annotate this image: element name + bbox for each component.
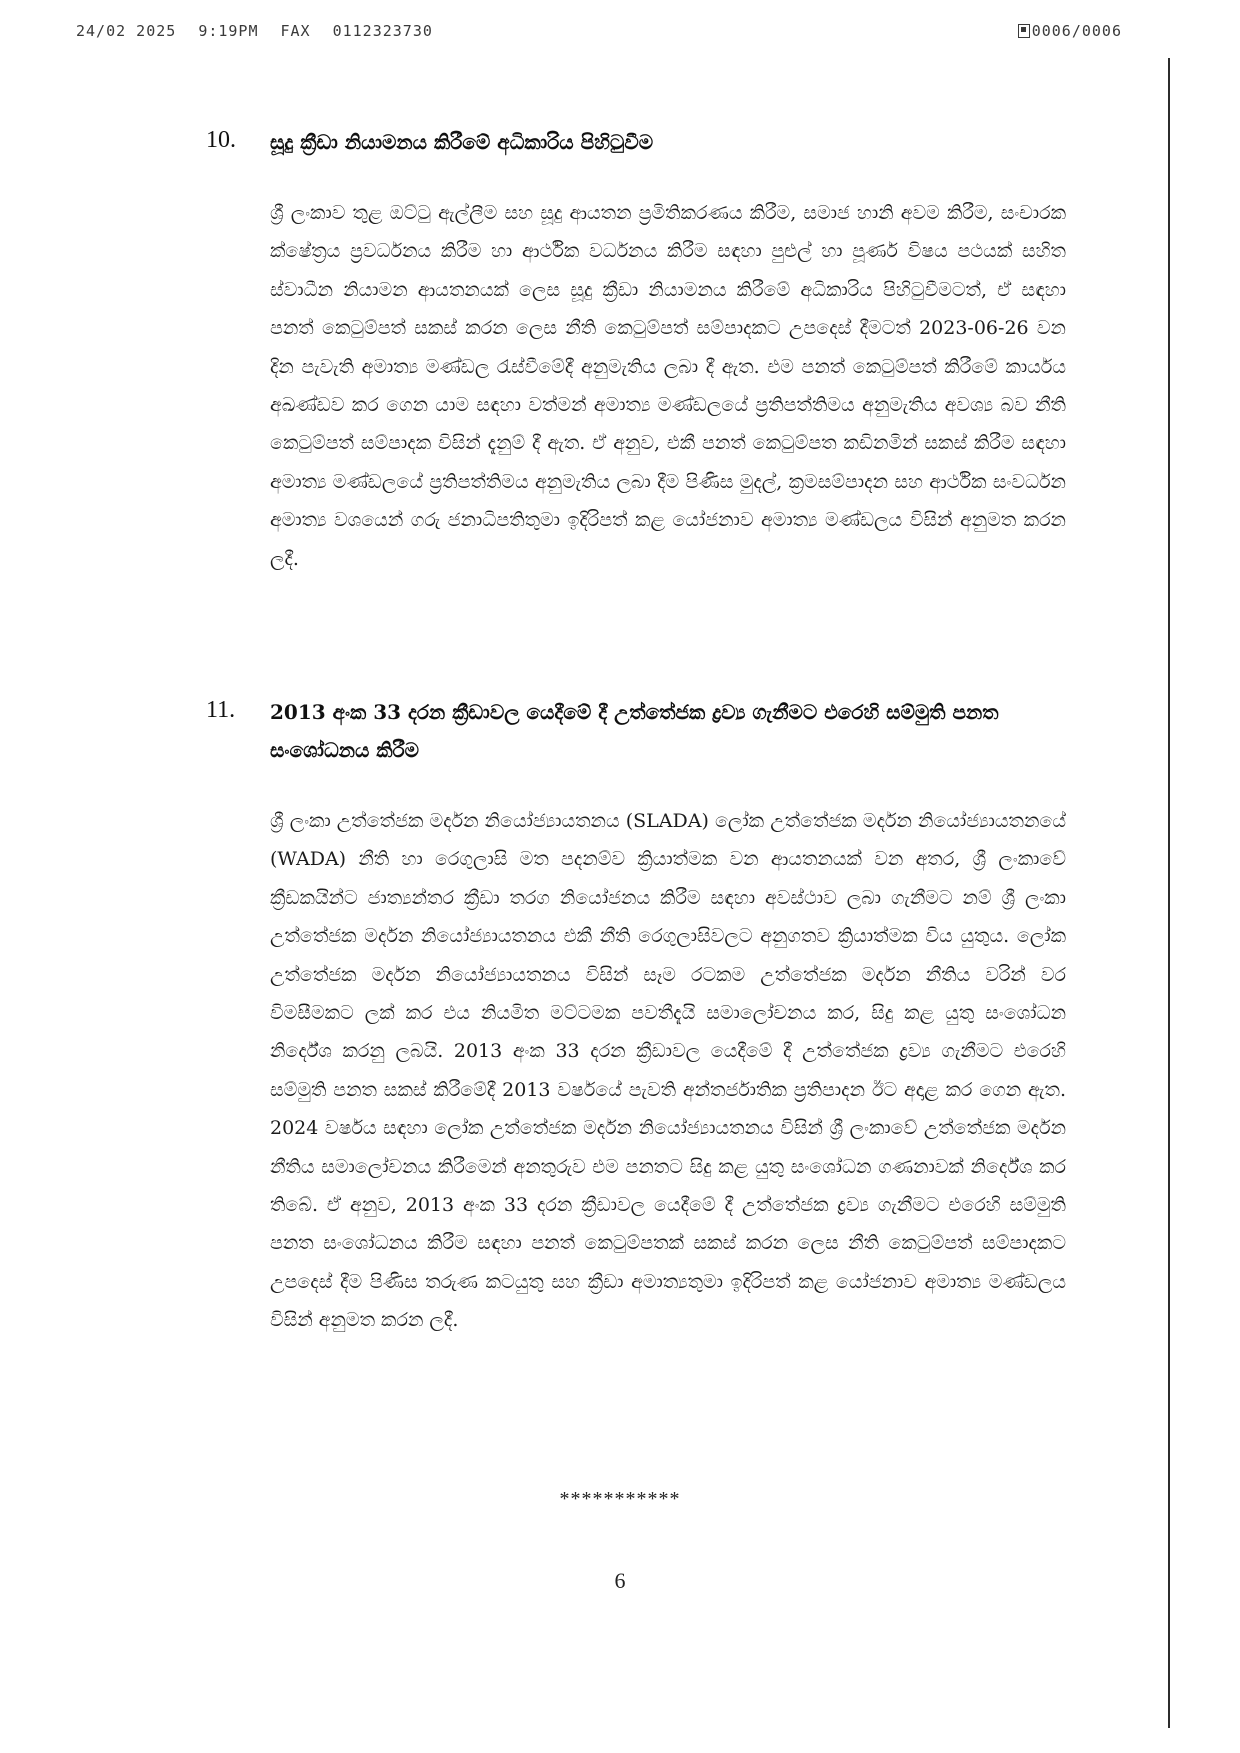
section-body: ශ්‍රී ලංකා උත්තේජක මර්දන නියෝජ්‍යායතනය (SLADA) ලෝක උත්තේජක මර්දන නියෝජ්‍යායතනයේ (WADA) නීති හා රෙගුලාසි මත පදනම්ව ක්‍රියාත්මක වන ආයතනයක් වන අතර, ශ්‍රී ලංකාවේ ක්‍රීඩකයින්ට ජාත්‍යන්තර ක්‍රීඩා තරග නියෝජනය කිරීම සඳහා අවස්ථාව ලබා ගැනීමට නම් ශ්‍රී ලංකා උත්තේජක මර්දන නියෝජ්‍යායතනය එකී නීති රෙගුලාසිවලට අනුගතව ක්‍රියාත්මක විය යුතුය. ලෝක උත්තේජක මර්දන නියෝජ්‍යායතනය විසින් සෑම රටකම උත්තේජක මර්දන නීතිය වරින් වර විමසීමකට ලක් කර එය නියමිත මට්ටමක පවතීදැයි සමාලෝචනය කර, සිදු කළ යුතු සංශෝධන නිර්දේශ කරනු ලබයි. 2013 අංක 33 දරන ක්‍රීඩාවල යෙදීමේ දී උත්තේජක ද්‍රව්‍ය ගැනීමට එරෙහි සම්මුති පනත සකස් කිරීමේදී 2013 වර්ෂයේ පැවති අන්තර්ජාතික ප්‍රතිපාදන ඊට අදාළ කර ගෙන ඇත. 2024 වර්ෂය සඳහා ලෝක උත්තේජක මර්දන නියෝජ්‍යායතනය විසින් ශ්‍රී ලංකාවේ උත්තේජක මර්දන නීතිය සමාලෝචනය කිරීමෙන් අනතුරුව එම පනතට සිදු කළ යුතු සංශෝධන ගණනාවක් නිර්දේශ කර තිබේ. ඒ අනුව, 2013 අංක 33 දරන ක්‍රීඩාවල යෙදීමේ දී උත්තේජක ද්‍රව්‍ය ගැනීමට එරෙහි සම්මුති පනත සංශෝධනය කිරීම සඳහා පනත් කෙටුම්පතක් සකස් කරන ලෙස නීති කෙටුම්පත් සම්පාදකට උපදෙස් දීම පිණිස තරුණ කටයුතු සහ ක්‍රීඩා අමාත්‍යතුමා ඉදිරිපත් කළ යෝජනාව අමාත්‍ය මණ්ඩලය විසින් අනුමත කරන ලදී. <box>270 810 1066 1332</box>
section-number: 10. <box>206 127 236 153</box>
fax-header-right <box>1018 22 1122 40</box>
fax-number: 0112323730 <box>332 22 433 40</box>
fax-time: 9:19PM <box>198 22 259 40</box>
section-title: 2013 අංක 33 දරන ක්‍රීඩාවල යෙදීමේ දී උත්තේජක ද්‍රව්‍ය ගැනීමට එරෙහි සම්මුති පනත සංශෝධනය කිරීම <box>270 700 999 762</box>
fax-date: 24/02 2025 <box>76 22 177 40</box>
fax-label: FAX <box>280 22 311 40</box>
fax-header <box>76 22 1122 48</box>
fax-page-counter: 0006/0006 <box>1031 22 1122 40</box>
fax-page-icon <box>1018 24 1030 38</box>
section-body: ශ්‍රී ලංකාව තුළ ඔට්ටු ඇල්ලීම සහ සූදු ආයතන ප්‍රමිතිකරණය කිරීම, සමාජ හානි අවම කිරීම, සංචාරක ක්ෂේත්‍රය ප්‍රවර්ධනය කිරීම හා ආර්ථික වර්ධනය කිරීම සඳහා පුළුල් හා පූර්ණ විෂය පථයක් සහිත ස්වාධීන නියාමන ආයතනයක් ලෙස සූදු ක්‍රීඩා නියාමනය කිරීමේ අධිකාරිය පිහිටුවීමටත්, ඒ සඳහා පනත් කෙටුම්පත් සකස් කරන ලෙස නීති කෙටුම්පත් සම්පාදකට උපදෙස් දීමටත් 2023-06-26 වන දින පැවැති අමාත්‍ය මණ්ඩල රැස්වීමේදී අනුමැතිය ලබා දී ඇත. එම පනත් කෙටුම්පත් කිරීමේ කාර්යය අඛණ්ඩව කර ගෙන යාම සඳහා වත්මන් අමාත්‍ය මණ්ඩලයේ ප්‍රතිපත්තිමය අනුමැතිය අවශ්‍ය බව නීති කෙටුම්පත් සම්පාදක විසින් දැනුම් දී ඇත. ඒ අනුව, එකී පනත් කෙටුම්පත කඩිනමින් සකස් කිරීම සඳහා අමාත්‍ය මණ්ඩලයේ ප්‍රතිපත්තිමය අනුමැතිය ලබා දීම පිණිස මුදල්, ක්‍රමසම්පාදන සහ ආර්ථික සංවර්ධන අමාත්‍ය වශයෙන් ගරු ජනාධිපතිතුමා ඉදිරිපත් කළ යෝජනාව අමාත්‍ය මණ්ඩලය විසින් අනුමත කරන ලදී. <box>270 202 1066 570</box>
section-title: සූදු ක්‍රීඩා නියාමනය කිරීමේ අධිකාරිය පිහිටුවීම <box>270 130 654 154</box>
section-number: 11. <box>206 697 236 723</box>
fax-header-left <box>76 22 455 40</box>
page-number: 6 <box>614 1568 626 1593</box>
scan-margin-line <box>1168 58 1170 1728</box>
end-separator: *********** <box>559 1488 681 1510</box>
